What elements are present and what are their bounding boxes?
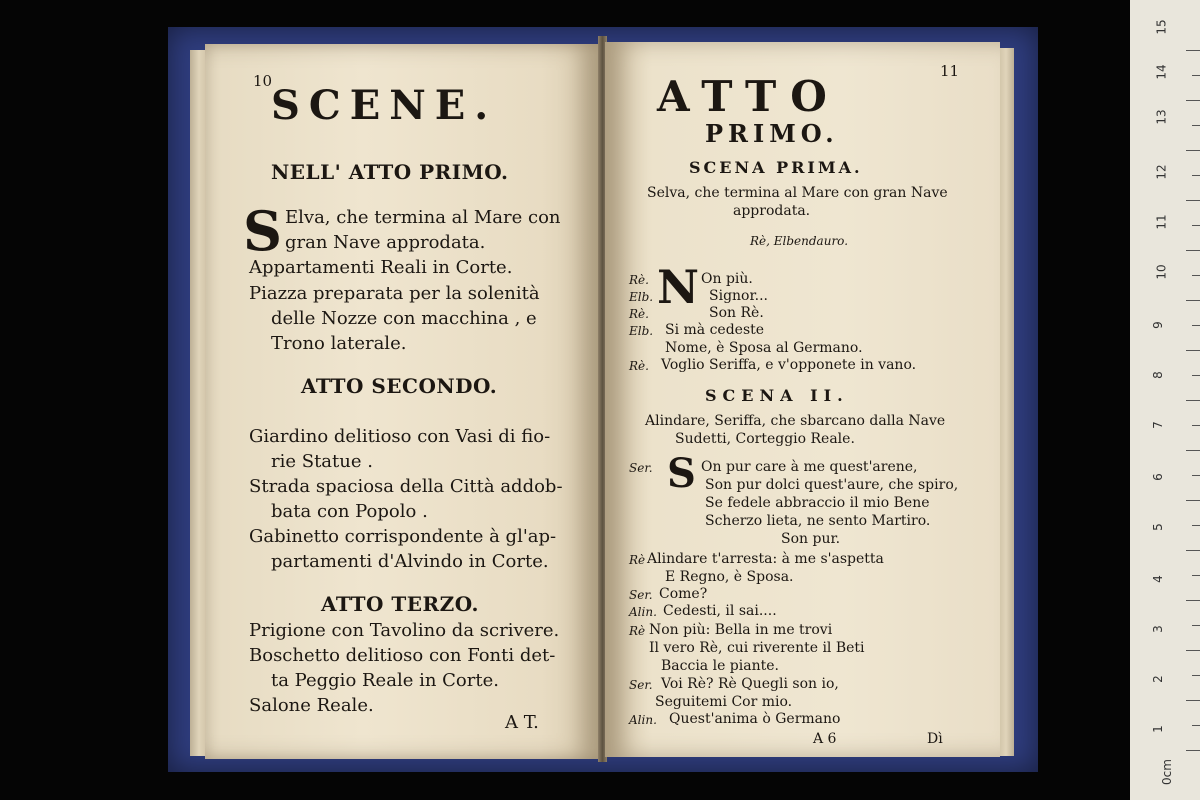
drop-cap: N [657, 260, 700, 314]
ruler-label: 9 [1150, 321, 1165, 329]
song-line: Son pur dolci quest'aure, che spiro, [705, 477, 959, 493]
dialogue-line: Quest'anima ò Germano [669, 711, 841, 727]
page-title: SCENE. [271, 82, 498, 129]
ruler-label: 11 [1154, 214, 1169, 230]
ruler-label: 6 [1150, 473, 1165, 481]
page-number: 10 [253, 72, 273, 90]
speaker: Alin. [629, 605, 657, 619]
dialogue-line: Non più: Bella in me trovi [649, 622, 833, 638]
text-line: Gabinetto corrispondente à gl'ap- [249, 526, 557, 547]
text-line: partamenti d'Alvindo in Corte. [271, 551, 549, 572]
dialogue-line: On più. [701, 271, 753, 287]
dialogue-line: Nome, è Sposa al Germano. [665, 340, 863, 356]
speaker: Alin. [629, 713, 657, 727]
dialogue-line: Voi Rè? Rè Quegli son io, [661, 676, 839, 692]
song-line: Scherzo lieta, ne sento Martiro. [705, 513, 931, 529]
ruler-label: 2 [1150, 675, 1165, 683]
speaker: Rè [629, 553, 646, 567]
text-line: Piazza preparata per la solenità [249, 283, 540, 304]
text-line: Boschetto delitioso con Fonti det- [249, 645, 556, 666]
page-subtitle: PRIMO. [705, 119, 839, 148]
act3-heading: ATTO TERZO. [321, 592, 479, 616]
scene-setting: Selva, che termina al Mare con gran Nave [647, 185, 948, 201]
signature-mark: A 6 [813, 731, 837, 747]
act2-heading: ATTO SECONDO. [301, 374, 498, 398]
song-line: Se fedele abbraccio il mio Bene [705, 495, 930, 511]
ruler-label: 1 [1150, 725, 1165, 733]
speaker: Ser. [629, 588, 653, 602]
dialogue-line: Voglio Seriffa, e v'opponete in vano. [661, 357, 917, 373]
text-line: Elva, che termina al Mare con [285, 207, 561, 228]
dialogue-line: Alindare t'arresta: à me s'aspetta [647, 551, 884, 567]
character-list: Rè, Elbendauro. [750, 234, 849, 248]
text-line: Trono laterale. [271, 333, 407, 354]
dialogue-line: Cedesti, il sai.... [663, 603, 777, 619]
measuring-ruler [1130, 0, 1200, 800]
ruler-label: 12 [1154, 164, 1169, 180]
speaker: Rè. [629, 273, 649, 287]
ruler-label: 3 [1150, 625, 1165, 633]
text-line: delle Nozze con macchina , e [271, 308, 537, 329]
catchword: Dì [927, 731, 943, 747]
scene-setting: Sudetti, Corteggio Reale. [675, 431, 855, 447]
ruler-label: 14 [1154, 64, 1169, 80]
page-number: 11 [940, 62, 960, 80]
catchword: A T. [505, 712, 539, 733]
text-line: Strada spaciosa della Città addob- [249, 476, 563, 497]
scene-setting: approdata. [733, 203, 811, 219]
speaker: Rè [629, 624, 646, 638]
text-line: bata con Popolo . [271, 501, 428, 522]
dialogue-line: Signor... [709, 288, 768, 304]
speaker: Elb. [629, 290, 654, 304]
text-line: Salone Reale. [249, 695, 374, 716]
right-page [605, 42, 1000, 757]
text-line: ta Peggio Reale in Corte. [271, 670, 499, 691]
dialogue-line: Baccia le piante. [661, 658, 779, 674]
text-line: Giardino delitioso con Vasi di fio- [249, 426, 551, 447]
ruler-label: 0cm [1159, 759, 1174, 785]
scene-setting: Alindare, Seriffa, che sbarcano dalla Nave [645, 413, 946, 429]
ruler-label: 13 [1154, 109, 1169, 125]
left-page [205, 44, 600, 759]
ruler-label: 15 [1154, 19, 1169, 35]
text-line: rie Statue . [271, 451, 373, 472]
dialogue-line: E Regno, è Sposa. [665, 569, 794, 585]
dialogue-line: Seguitemi Cor mio. [655, 694, 793, 710]
text-line: Prigione con Tavolino da scrivere. [249, 620, 560, 641]
text-line: gran Nave approdata. [285, 232, 486, 253]
drop-cap: S [667, 450, 696, 497]
ruler-label: 7 [1150, 421, 1165, 429]
ruler-label: 5 [1150, 523, 1165, 531]
scene2-heading: SCENA II. [705, 386, 849, 405]
dialogue-line: Come? [659, 586, 708, 602]
ruler-label: 8 [1150, 371, 1165, 379]
speaker: Elb. [629, 324, 654, 338]
speaker: Ser. [629, 461, 653, 475]
dialogue-line: Il vero Rè, cui riverente il Beti [649, 640, 865, 656]
page-title: ATTO [657, 72, 841, 121]
right-page-edges [998, 48, 1014, 756]
dialogue-line: Si mà cedeste [665, 322, 765, 338]
dialogue-line: Son Rè. [709, 305, 764, 321]
text-line: Appartamenti Reali in Corte. [249, 257, 513, 278]
song-line: On pur care à me quest'arene, [701, 459, 918, 475]
ruler-label: 10 [1154, 264, 1169, 280]
speaker: Ser. [629, 678, 653, 692]
song-line: Son pur. [781, 531, 841, 547]
drop-cap: S [243, 199, 282, 263]
scene1-heading: SCENA PRIMA. [689, 158, 863, 177]
speaker: Rè. [629, 307, 649, 321]
act1-heading: NELL' ATTO PRIMO. [271, 160, 509, 184]
speaker: Rè. [629, 359, 649, 373]
ruler-label: 4 [1150, 575, 1165, 583]
